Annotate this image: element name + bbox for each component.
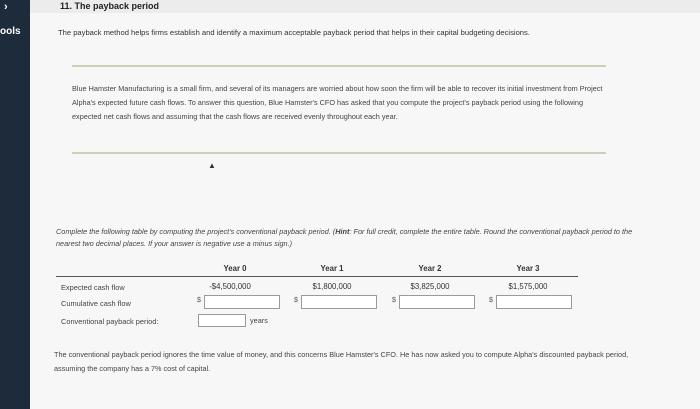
cumulative-input-year-1[interactable]: [301, 295, 377, 309]
cumulative-input-year-3[interactable]: [496, 295, 572, 309]
year-1-header: Year 1: [320, 264, 344, 273]
cumulative-input-year-0[interactable]: [204, 295, 280, 309]
closing-text: The conventional payback period ignores the time value of money, and this concerns Blue Hamster's CFO. He has now asked you to compute Alpha's discounted payback period, assuming the company has a 7% cost of capital.: [54, 350, 629, 373]
cumulative-cash-flow-label: Cumulative cash flow: [61, 299, 131, 308]
cash-flow-year-2: $3,825,000: [410, 282, 450, 291]
divider-bottom: [72, 152, 606, 154]
cash-flow-year-1: $1,800,000: [312, 282, 352, 291]
cumulative-input-year-2[interactable]: [399, 295, 475, 309]
chevron-right-icon[interactable]: ›: [4, 1, 8, 13]
expected-cash-flow-label: Expected cash flow: [61, 283, 125, 292]
instructions-text: [56, 226, 636, 250]
intro-text: The payback method helps firms establish and identify a maximum acceptable payback period that helps in their capital budgeting decisions.: [58, 28, 530, 37]
year-2-header: Year 2: [418, 264, 442, 273]
tools-sidebar[interactable]: [0, 0, 30, 409]
question-title: 11. The payback period: [60, 1, 160, 11]
hint-label: Hint: [335, 227, 350, 236]
mouse-cursor-icon: ▲: [208, 161, 216, 170]
dollar-sign-year-3: $: [489, 297, 493, 304]
table-header-rule: [56, 276, 578, 277]
year-3-header: Year 3: [516, 264, 540, 273]
payback-period-label: Conventional payback period:: [61, 317, 159, 326]
instructions-lead: Complete the following table by computing the project's conventional payback period. (: [56, 227, 336, 236]
dollar-sign-year-0: $: [197, 297, 201, 304]
year-0-header: Year 0: [223, 264, 247, 273]
dollar-sign-year-1: $: [294, 297, 298, 304]
instructions-rest: : For full credit, complete the entire table. Round the conventional payback period to the nearest two decimal places. If your answer is negative use a minus sign.): [56, 227, 633, 248]
cash-flow-year-0: -$4,500,000: [209, 282, 251, 291]
tools-label[interactable]: ools: [0, 26, 21, 37]
dollar-sign-year-2: $: [392, 297, 396, 304]
scenario-text: Blue Hamster Manufacturing is a small firm, and several of its managers are worried about how soon the firm will be able to recover its initial investment from Project Alpha's expected future cash flows. To answer this question, Blue Hamster's CFO has asked that you compute the project's payback period using the following expected net cash flows and assuming that the cash flows are received evenly throughout each year.: [72, 84, 603, 121]
payback-period-input[interactable]: [198, 314, 246, 327]
years-unit-label: years: [250, 316, 268, 325]
cash-flow-year-3: $1,575,000: [508, 282, 548, 291]
divider-top: [72, 65, 606, 67]
